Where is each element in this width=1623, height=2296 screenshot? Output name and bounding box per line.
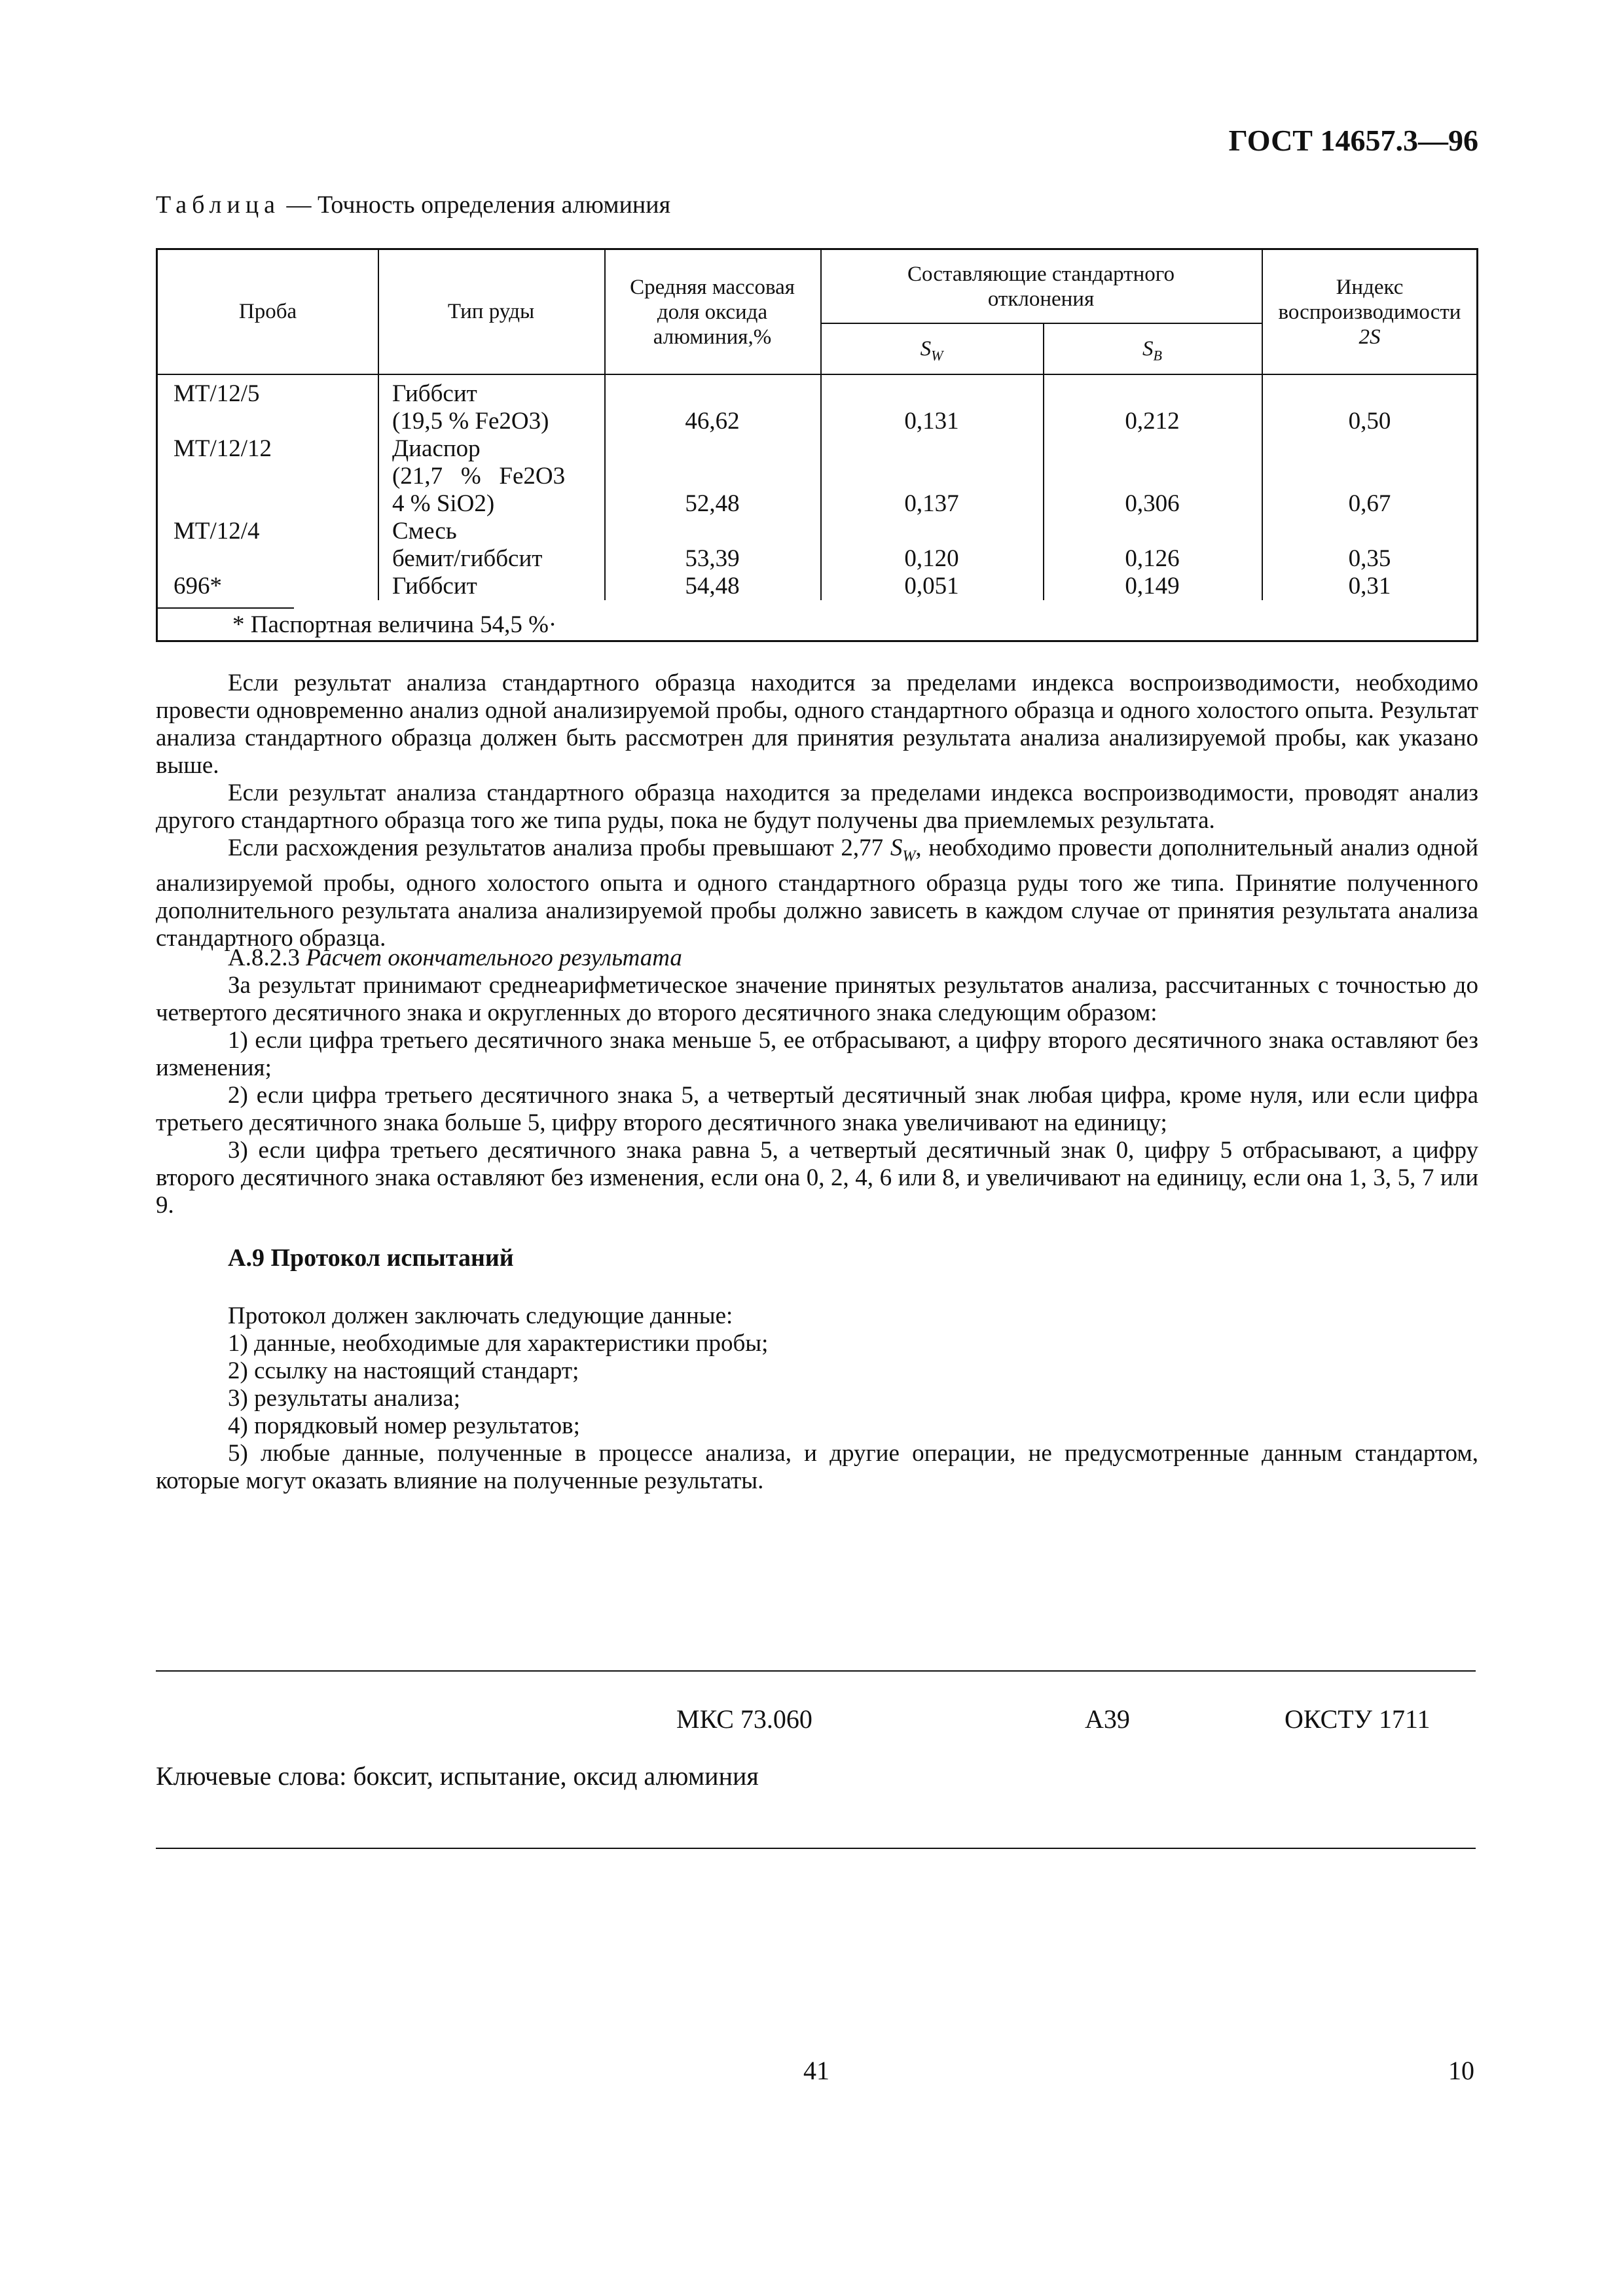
table-footnote: * Паспортная величина 54,5 %· — [232, 611, 557, 638]
accuracy-table — [156, 248, 1478, 642]
list-item: 3) результаты анализа; — [228, 1385, 461, 1412]
footnote-divider — [158, 607, 294, 609]
header-sb — [1043, 336, 1262, 368]
list-item: 1) если цифра третьего десятичного знака меньше 5, ее отбрасывают, а цифру второго десятичного знака оставляют без изменения; — [156, 1027, 1478, 1081]
row2-sw: 0,137 — [904, 490, 959, 517]
section-heading: А.9 Протокол испытаний — [228, 1244, 514, 1272]
row3-mean: 53,39 — [685, 545, 740, 572]
row3-sb: 0,126 — [1125, 545, 1180, 572]
classification-code: А39 — [1085, 1704, 1130, 1734]
table-divider — [820, 323, 1262, 324]
section-intro: Протокол должен заключать следующие данные: — [228, 1302, 733, 1329]
keywords: Ключевые слова: боксит, испытание, оксид алюминия — [156, 1761, 759, 1791]
sw-subscript: W — [902, 848, 916, 865]
row3-ore-line1: Смесь — [392, 518, 457, 545]
header-sw — [820, 336, 1043, 368]
header-sb-letter: S — [1142, 337, 1154, 361]
row1-mean: 46,62 — [685, 408, 740, 435]
footer-rule-top — [156, 1670, 1476, 1672]
sw-symbol: S — [890, 834, 903, 861]
paragraph: Если результат анализа стандартного образца находится за пределами индекса воспроизводимости, необходимо провести одновременно анализ одной анализируемой пробы, одного стандартного образца и одного холостого опыта. Результат анализа стандартного образца должен быть рассмотрен для принятия результата анализа анализируемой пробы, как указано выше. — [156, 670, 1478, 779]
paragraph-text: Если расхождения результатов анализа пробы превышают 2,77 — [228, 834, 890, 861]
subsection-number: А.8.2.3 — [228, 944, 300, 971]
row4-sb: 0,149 — [1125, 573, 1180, 600]
row3-sw: 0,120 — [904, 545, 959, 572]
row4-mean: 54,48 — [685, 573, 740, 600]
row2-ore-line3: 4 % SiO2) — [392, 490, 495, 517]
row1-sw: 0,131 — [904, 408, 959, 435]
list-item: 1) данные, необходимые для характеристики пробы; — [228, 1330, 769, 1357]
row1-ore-line2: (19,5 % Fe2O3) — [392, 408, 549, 435]
header-reproducibility-index — [1262, 275, 1478, 350]
row4-sw: 0,051 — [904, 573, 959, 600]
table-caption — [156, 190, 670, 219]
header-mean-fraction — [604, 275, 820, 350]
page-number-right: 10 — [1448, 2056, 1474, 2085]
paragraph-text: , необходимо провести дополнительный анализ одной анализируемой пробы, одного холостого опыта и одного стандартного образца руды того же типа. Принятие полученного дополнительного результата анализа анализируемой пробы должно зависеть в каждом случае от принятия результата анализа стандартного образца. — [156, 834, 1478, 952]
table-caption-title: — Точность определения алюминия — [280, 191, 671, 219]
header-components-line2: отклонения — [987, 287, 1095, 311]
row3-index: 0,35 — [1348, 545, 1391, 572]
list-item: 3) если цифра третьего десятичного знака равна 5, а четвертый десятичный знак 0, цифру 5 отбрасывают, а цифру второго десятичного знака оставляют без изменения, если она 0, 2, 4, 6 или 8, и увеличивают на единицу, если она 1, 3, 5, 7 или 9. — [156, 1137, 1478, 1219]
row1-sb: 0,212 — [1125, 408, 1180, 435]
row3-sample: MT/12/4 — [173, 518, 260, 545]
header-ore-type: Тип руды — [447, 300, 535, 323]
header-sw-letter: S — [920, 337, 932, 361]
paragraph — [156, 834, 1478, 952]
header-components-line1: Составляющие стандартного — [907, 262, 1175, 286]
okstu-code: ОКСТУ 1711 — [1285, 1704, 1431, 1734]
list-item: 5) любые данные, полученные в процессе анализа, и другие операции, не предусмотренные данным стандартом, которые могут оказать влияние на полученные результаты. — [156, 1440, 1478, 1494]
row2-sample: MT/12/12 — [173, 435, 272, 462]
page-number-left: 41 — [803, 2056, 830, 2085]
list-item: 2) ссылку на настоящий стандарт; — [228, 1357, 579, 1384]
header-sb-sub: B — [1153, 347, 1162, 364]
table-caption-word: Таблица — [156, 191, 281, 219]
row4-ore-line1: Гиббсит — [392, 573, 477, 600]
row2-sb: 0,306 — [1125, 490, 1180, 517]
subsection-title: Расчет окончательного результата — [306, 944, 682, 971]
header-std-components — [820, 262, 1262, 312]
row4-sample: 696* — [173, 573, 222, 600]
list-item: 2) если цифра третьего десятичного знака 5, а четвертый десятичный знак любая цифра, кроме нуля, или если цифра третьего десятичного знака больше 5, цифру второго десятичного знака увеличивают на единицу; — [156, 1082, 1478, 1136]
header-index-line2: воспроизводимости — [1278, 300, 1461, 324]
header-mean-line1: Средняя массовая — [630, 276, 795, 299]
list-item: 4) порядковый номер результатов; — [228, 1412, 580, 1439]
mks-code: МКС 73.060 — [676, 1704, 812, 1734]
subsection-heading — [156, 944, 1478, 972]
header-index-line3: 2S — [1359, 325, 1381, 349]
row3-ore-line2: бемит/гиббсит — [392, 545, 543, 572]
header-index-line1: Индекс — [1336, 276, 1404, 299]
row4-index: 0,31 — [1348, 573, 1391, 600]
paragraph: За результат принимают среднеарифметическое значение принятых результатов анализа, рассчитанных с точностью до четвертого десятичного знака и округленных до второго десятичного знака следующим образом: — [156, 972, 1478, 1026]
row1-ore-line1: Гиббсит — [392, 380, 477, 407]
header-mean-line2: доля оксида — [657, 300, 768, 324]
header-sw-sub: W — [931, 347, 943, 364]
row2-mean: 52,48 — [685, 490, 740, 517]
header-mean-line3: алюминия,% — [653, 325, 772, 349]
row2-ore-line1: Диаспор — [392, 435, 481, 462]
row2-index: 0,67 — [1348, 490, 1391, 517]
document-code: ГОСТ 14657.3—96 — [1228, 124, 1478, 157]
paragraph: Если результат анализа стандартного образца находится за пределами индекса воспроизводимости, проводят анализ другого стандартного образца того же типа руды, пока не будут получены два приемлемых результата. — [156, 780, 1478, 834]
row2-ore-line2: (21,7 % Fe2O3 — [392, 463, 566, 490]
header-sample: Проба — [238, 300, 297, 323]
footer-rule-bottom — [156, 1848, 1476, 1849]
row1-sample: MT/12/5 — [173, 380, 260, 407]
row1-index: 0,50 — [1348, 408, 1391, 435]
table-divider — [158, 374, 1478, 375]
